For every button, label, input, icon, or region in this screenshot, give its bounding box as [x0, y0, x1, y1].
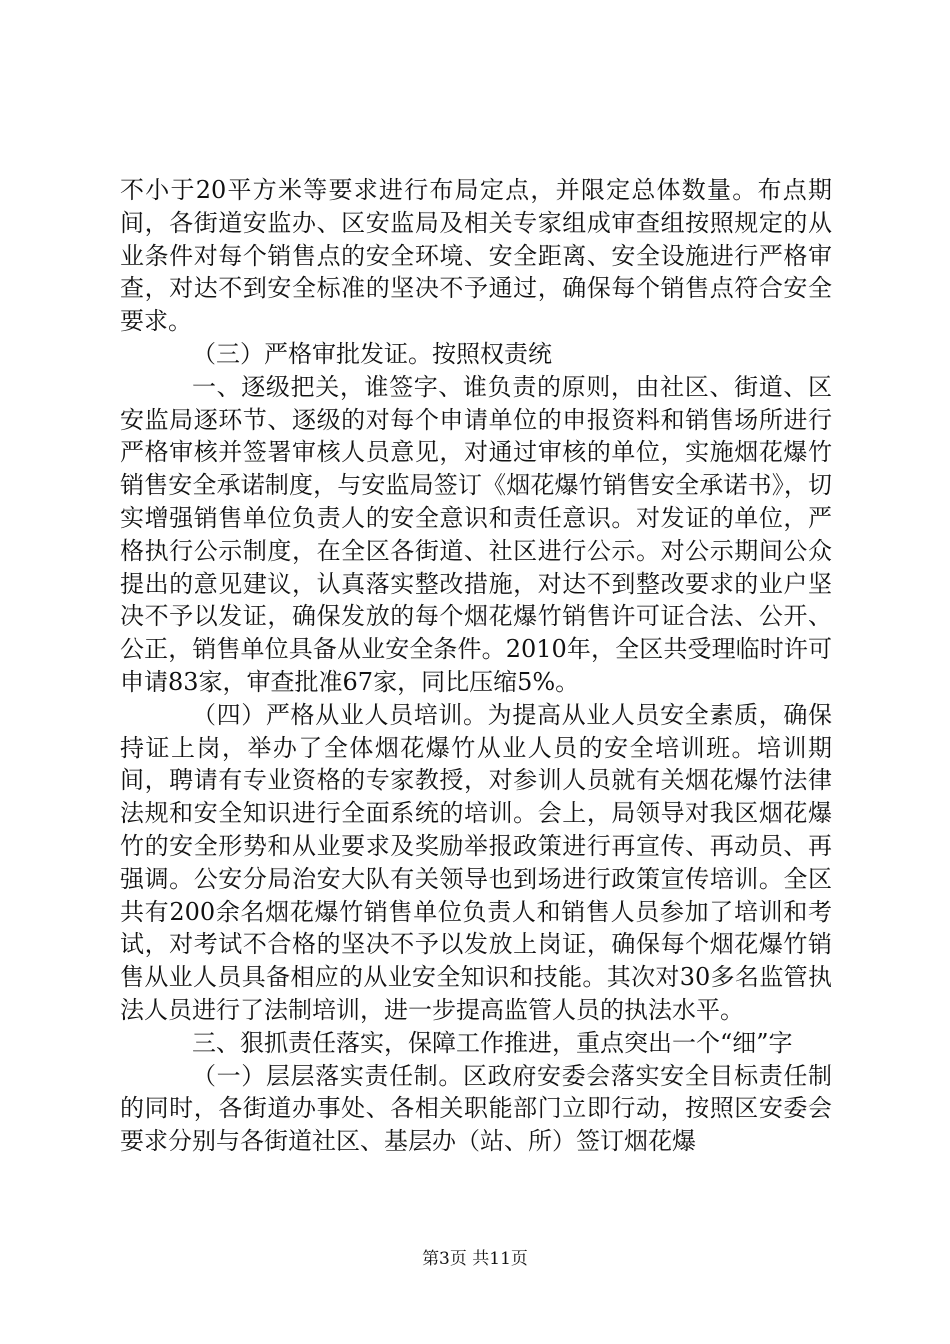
paragraph-section-3-heading: （三）严格审批发证。按照权责统 [192, 339, 552, 368]
document-body [120, 174, 832, 1158]
paragraph-training: （四）严格从业人员培训。为提高从业人员安全素质，确保持证上岗，举办了全体烟花爆竹从业人员的安全培训班。培训期间，聘请有专业资格的专家教授，对参训人员就有关烟花爆竹法律法规和安全知识进行全面系统的培训。会上，局领导对我区烟花爆竹的安全形势和从业要求及奖励举报政策进行再宣传、再动员、再强调。公安分局治安大队有关领导也到场进行政策宣传培训。全区共有200余名烟花爆竹销售单位负责人和销售人员参加了培训和考试，对考试不合格的坚决不予以发放上岗证，确保每个烟花爆竹销售从业人员具备相应的从业安全知识和技能。其次对30多名监管执法人员进行了法制培训，进一步提高监管人员的执法水平。 [120, 700, 832, 1024]
paragraph-approval: 一、逐级把关，谁签字、谁负责的原则，由社区、街道、区安监局逐环节、逐级的对每个申请单位的申报资料和销售场所进行严格审核并签署审核人员意见，对通过审核的单位，实施烟花爆竹销售安全承诺制度，与安监局签订《烟花爆竹销售安全承诺书》，切实增强销售单位负责人的安全意识和责任意识。对发证的单位，严格执行公示制度，在全区各街道、社区进行公示。对公示期间公众提出的意见建议，认真落实整改措施，对达不到整改要求的业户坚决不予以发证，确保发放的每个烟花爆竹销售许可证合法、公开、公正，销售单位具备从业安全条件。2010年，全区共受理临时许可申请83家，审查批准67家，同比压缩5%。 [120, 372, 832, 696]
paragraph-responsibility: （一）层层落实责任制。区政府安委会落实安全目标责任制的同时，各街道办事处、各相关职能部门立即行动，按照区安委会要求分别与各街道社区、基层办（站、所）签订烟花爆 [120, 1061, 832, 1156]
page-number: 第3页 共11页 [422, 1249, 528, 1269]
paragraph-continuation: 不小于20平方米等要求进行布局定点，并限定总体数量。布点期间，各街道安监办、区安监局及相关专家组成审查组按照规定的从业条件对每个销售点的安全环境、安全距离、安全设施进行严格审查，对达不到安全标准的坚决不予通过，确保每个销售点符合安全要求。 [120, 176, 832, 336]
paragraph-section-three-title: 三、狠抓责任落实，保障工作推进，重点突出一个“细”字 [192, 1028, 793, 1057]
